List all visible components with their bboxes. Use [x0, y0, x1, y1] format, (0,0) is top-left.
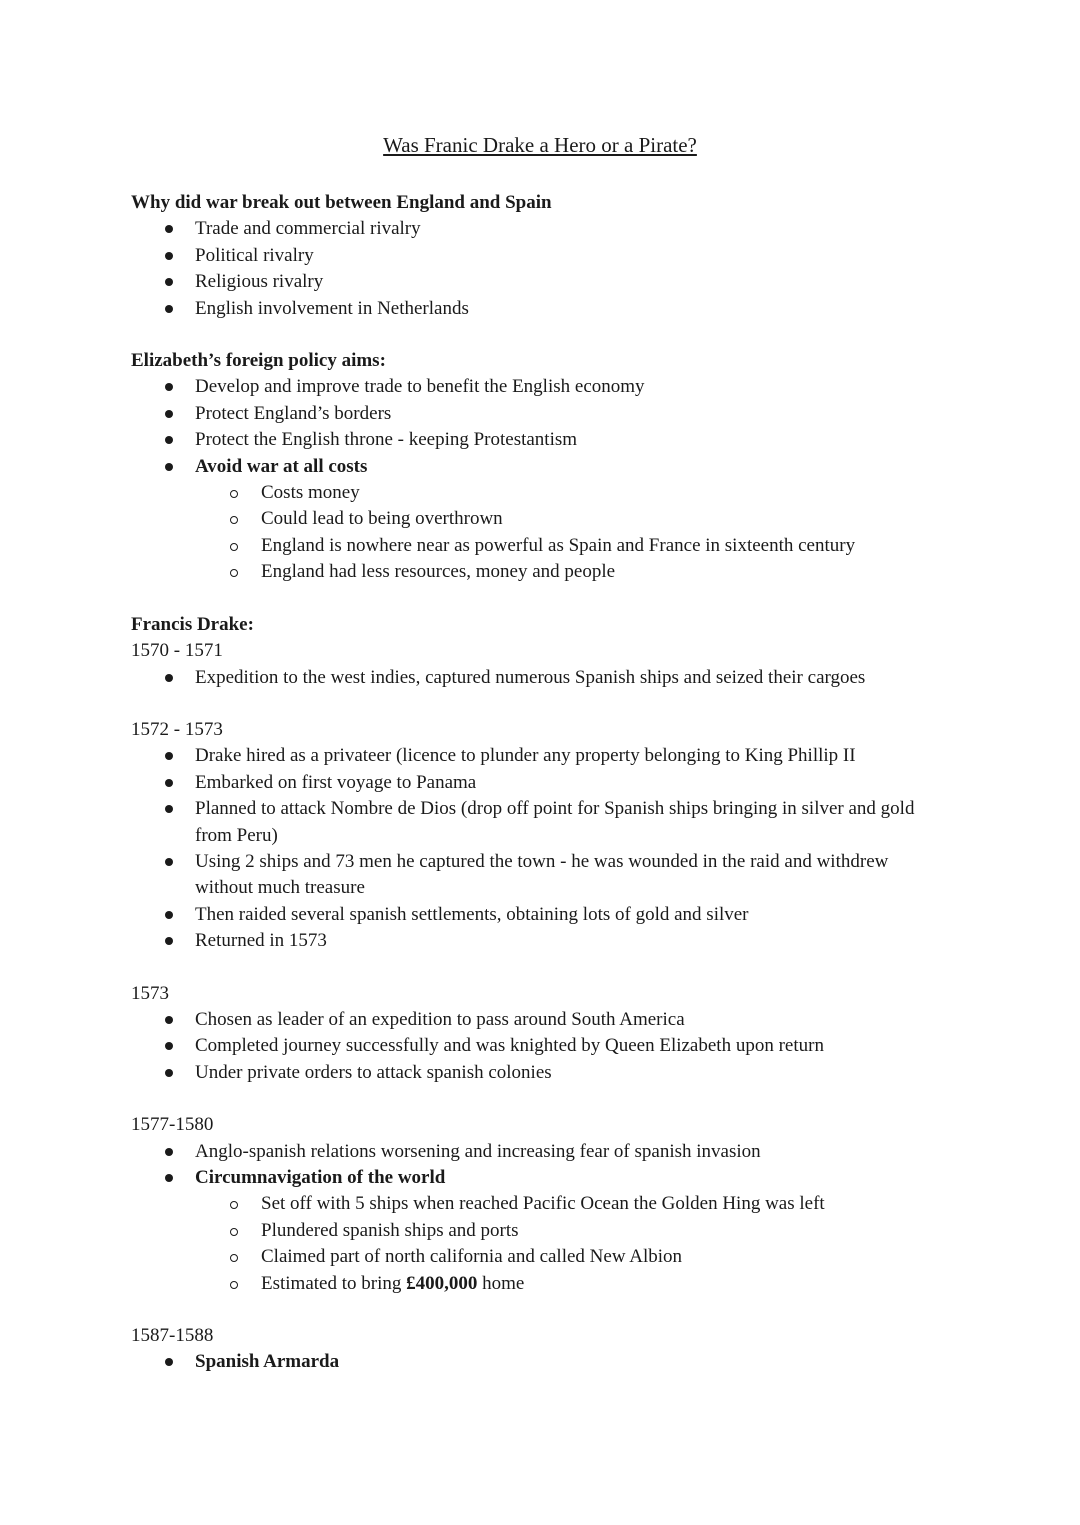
- hollow-bullet-icon: [230, 1228, 238, 1236]
- sublist-item: Plundered spanish ships and ports: [131, 1218, 951, 1244]
- list-item: Then raided several spanish settlements, obtaining lots of gold and silver: [131, 902, 951, 928]
- list-item: Drake hired as a privateer (licence to plunder any property belonging to King Phillip II: [131, 743, 951, 769]
- period-list: [131, 1007, 951, 1086]
- hollow-bullet-icon: [230, 1281, 238, 1289]
- bullet-icon: [165, 225, 173, 233]
- list-item: Circumnavigation of the world Set off with 5 ships when reached Pacific Ocean the Golden Hing was left Plundered spanish ships and ports Claimed part of north california and called New Albion Estimated to bring £400,000 home: [131, 1165, 951, 1297]
- list-item: Spanish Armarda: [131, 1349, 951, 1375]
- list-item: Under private orders to attack spanish colonies: [131, 1060, 951, 1086]
- sublist-item: Could lead to being overthrown: [131, 506, 951, 532]
- list-item: Political rivalry: [131, 243, 951, 269]
- bullet-icon: [165, 805, 173, 813]
- bullet-icon: [165, 1069, 173, 1077]
- bullet-icon: [165, 278, 173, 286]
- period-date: 1573: [131, 982, 169, 1004]
- sublist-item: England had less resources, money and people: [131, 559, 951, 585]
- period-list: [131, 743, 951, 954]
- list-item: Religious rivalry: [131, 269, 951, 295]
- list-item: Protect England’s borders: [131, 401, 951, 427]
- bullet-icon: [165, 1148, 173, 1156]
- policy-aims-list: [131, 374, 951, 585]
- bullet-icon: [165, 858, 173, 866]
- list-item: English involvement in Netherlands: [131, 296, 951, 322]
- bullet-icon: [165, 305, 173, 313]
- list-item: Anglo-spanish relations worsening and increasing fear of spanish invasion: [131, 1139, 951, 1165]
- sublist-item: England is nowhere near as powerful as Spain and France in sixteenth century: [131, 533, 951, 559]
- period-list: [131, 665, 951, 691]
- bullet-icon: [165, 410, 173, 418]
- period-date: 1572 - 1573: [131, 718, 223, 740]
- list-item: Embarked on first voyage to Panama: [131, 770, 951, 796]
- list-item: Completed journey successfully and was knighted by Queen Elizabeth upon return: [131, 1033, 951, 1059]
- sublist-item: Claimed part of north california and called New Albion: [131, 1244, 951, 1270]
- period-date: 1587-1588: [131, 1325, 214, 1347]
- bullet-icon: [165, 1042, 173, 1050]
- period-date: 1577-1580: [131, 1114, 214, 1136]
- hollow-bullet-icon: [230, 516, 238, 524]
- sublist-item: Set off with 5 ships when reached Pacific Ocean the Golden Hing was left: [131, 1191, 951, 1217]
- list-item: Protect the English throne - keeping Protestantism: [131, 427, 951, 453]
- hollow-bullet-icon: [230, 569, 238, 577]
- bullet-icon: [165, 1358, 173, 1366]
- war-heading: Why did war break out between England and Spain: [131, 192, 552, 213]
- bullet-icon: [165, 779, 173, 787]
- avoid-war-sublist: [195, 480, 951, 586]
- bullet-icon: [165, 436, 173, 444]
- hollow-bullet-icon: [230, 1201, 238, 1209]
- period-list: [131, 1139, 951, 1297]
- bullet-icon: [165, 1174, 173, 1182]
- bullet-icon: [165, 463, 173, 471]
- list-item: Chosen as leader of an expedition to pass around South America: [131, 1007, 951, 1033]
- policy-heading: Elizabeth’s foreign policy aims:: [131, 350, 386, 372]
- period-list: [131, 1349, 951, 1375]
- bullet-icon: [165, 383, 173, 391]
- war-causes-list: [131, 216, 951, 322]
- list-item: Using 2 ships and 73 men he captured the town - he was wounded in the raid and withdrew without much treasure: [131, 849, 951, 902]
- sublist-item: Costs money: [131, 480, 951, 506]
- sublist-item: Estimated to bring £400,000 home: [131, 1271, 951, 1297]
- list-item: Planned to attack Nombre de Dios (drop off point for Spanish ships bringing in silver and gold from Peru): [131, 796, 951, 849]
- treasure-amount: £400,000: [406, 1272, 478, 1294]
- list-item: Trade and commercial rivalry: [131, 216, 951, 242]
- bullet-icon: [165, 752, 173, 760]
- list-item: Develop and improve trade to benefit the English economy: [131, 374, 951, 400]
- list-item: Avoid war at all costs Costs money Could lead to being overthrown England is nowhere near as powerful as Spain and France in sixteenth century England had less resources, money and people: [131, 454, 951, 586]
- bullet-icon: [165, 1016, 173, 1024]
- bullet-icon: [165, 911, 173, 919]
- hollow-bullet-icon: [230, 490, 238, 498]
- hollow-bullet-icon: [230, 1254, 238, 1262]
- circumnavigation-sublist: [195, 1191, 951, 1297]
- list-item: Expedition to the west indies, captured numerous Spanish ships and seized their cargoes: [131, 665, 951, 691]
- period-date: 1570 - 1571: [131, 640, 223, 662]
- hollow-bullet-icon: [230, 543, 238, 551]
- bullet-icon: [165, 937, 173, 945]
- bullet-icon: [165, 252, 173, 260]
- list-item: Returned in 1573: [131, 928, 951, 954]
- document-content: [131, 130, 951, 1376]
- bullet-icon: [165, 674, 173, 682]
- drake-heading: Francis Drake:: [131, 613, 254, 635]
- page-title: Was Franic Drake a Hero or a Pirate?: [383, 133, 697, 157]
